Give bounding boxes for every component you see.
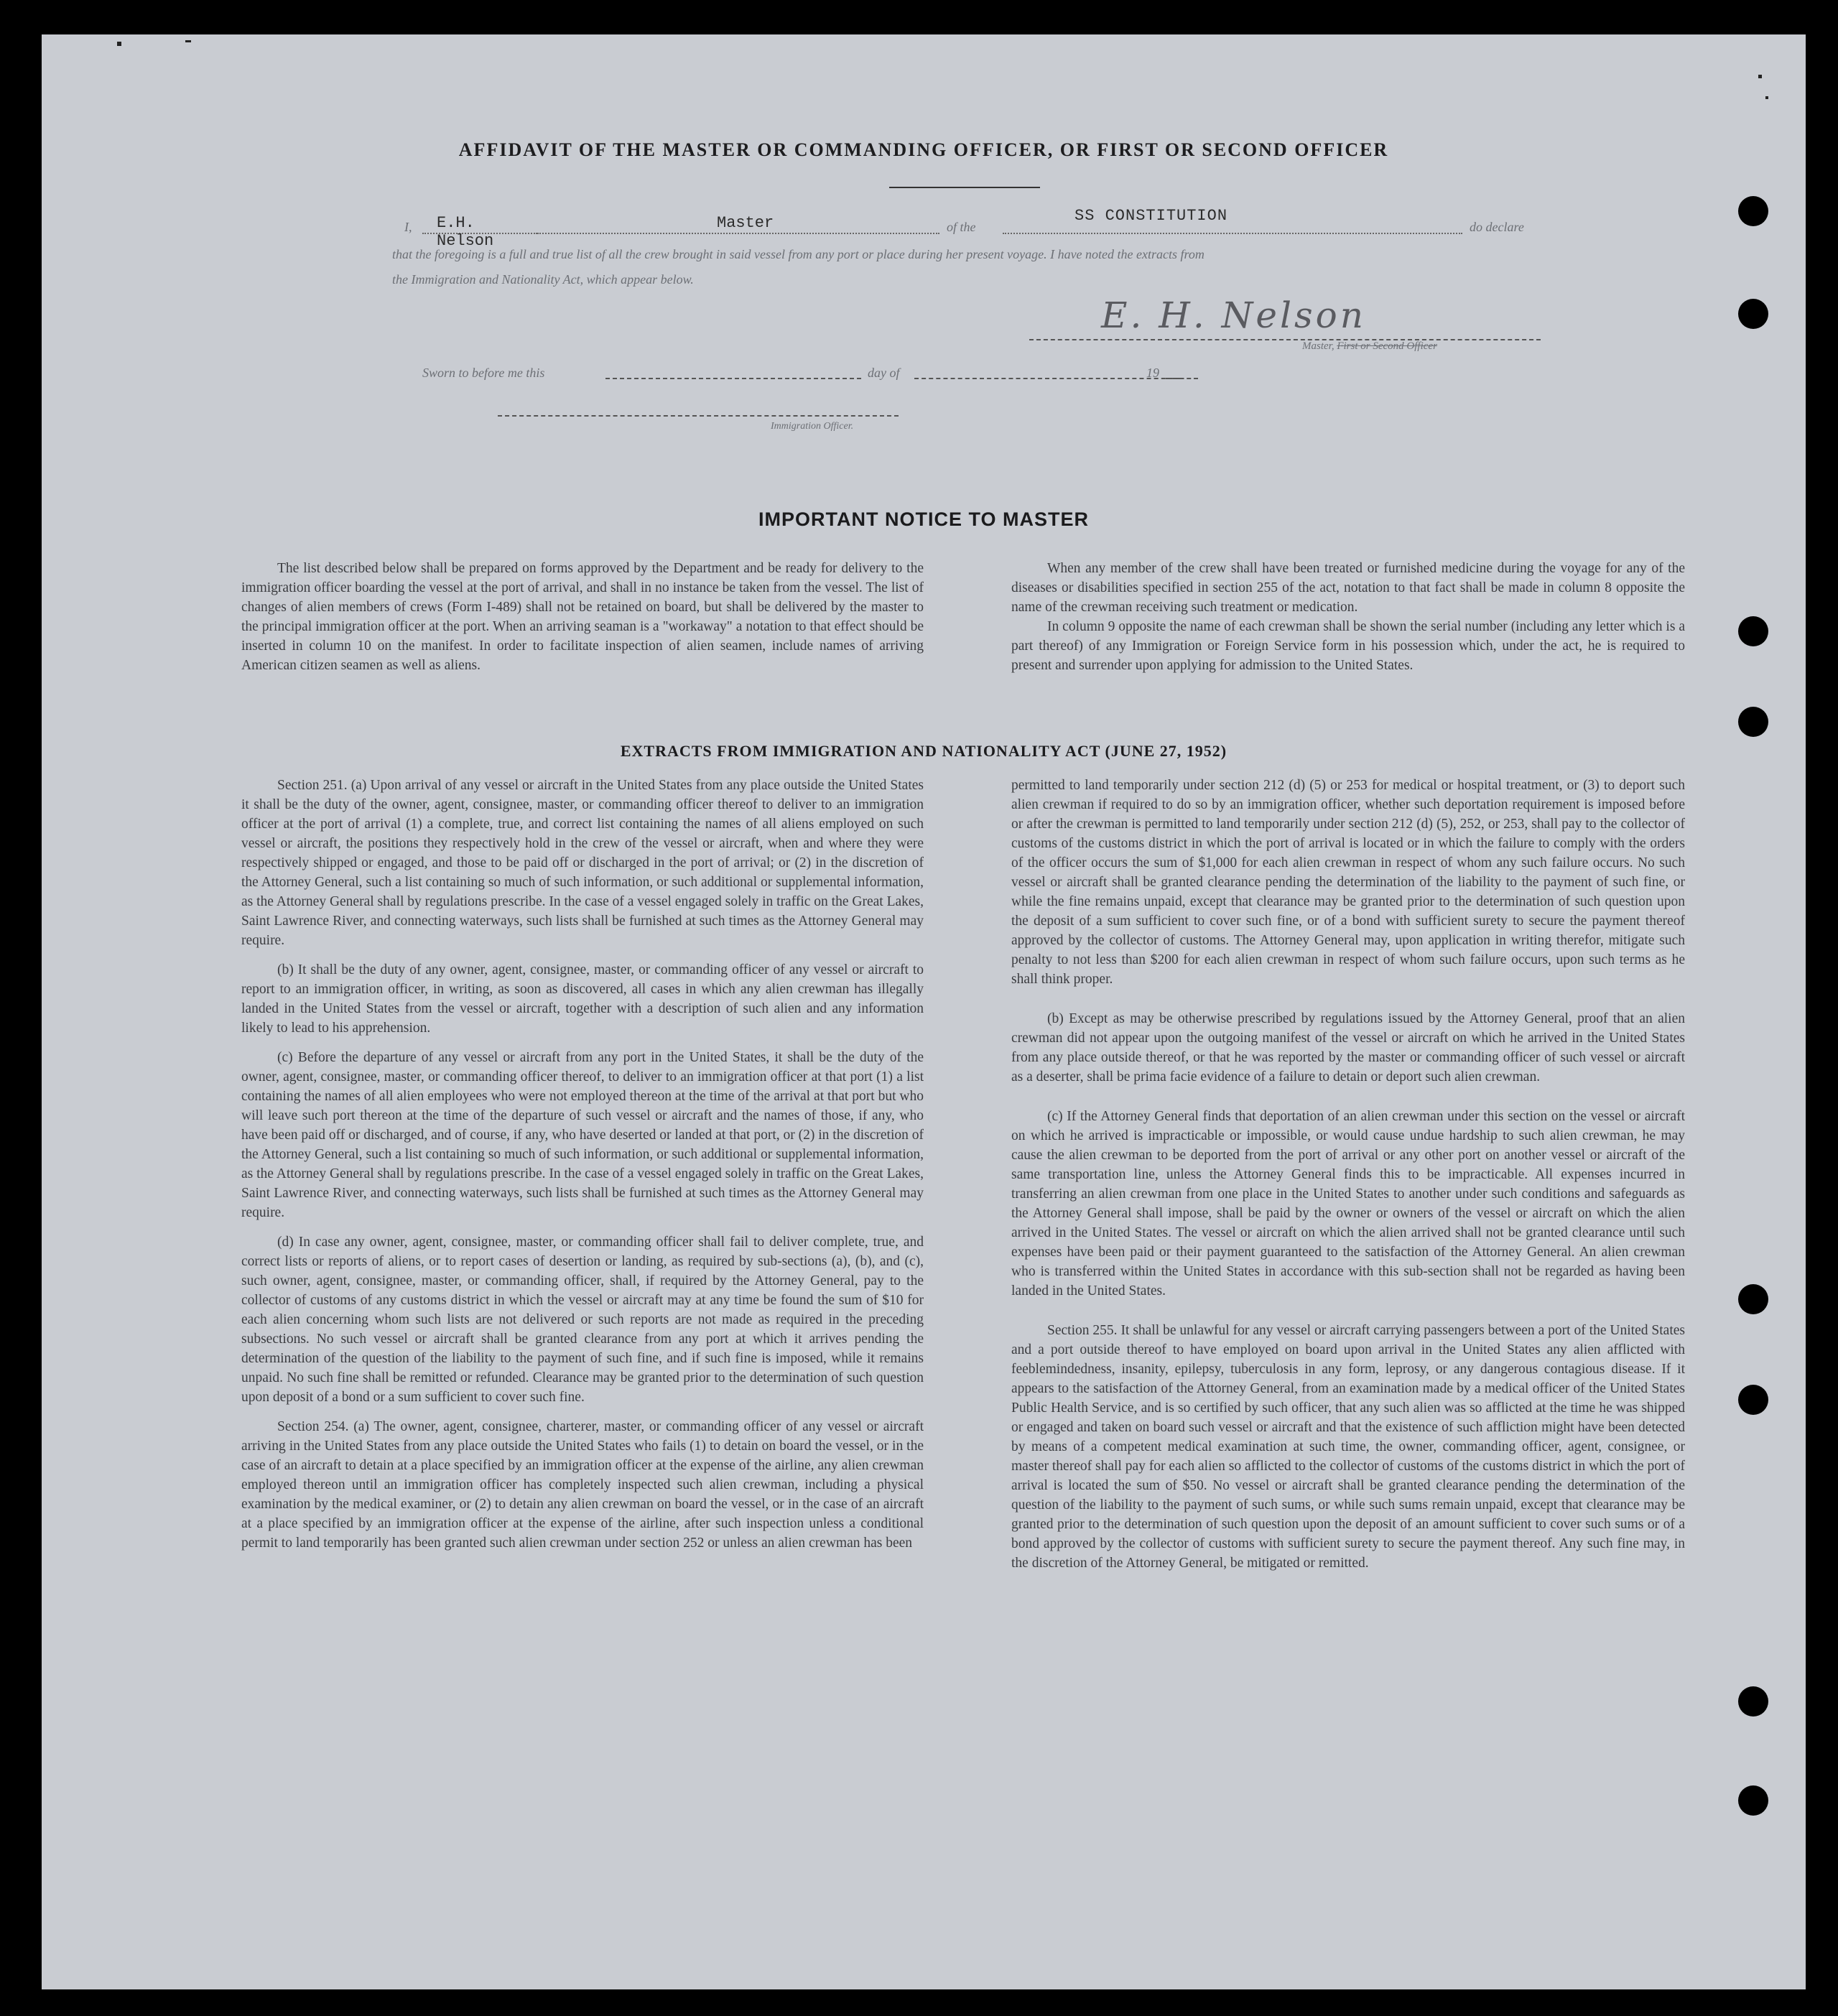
scan-speck <box>1758 75 1762 78</box>
year-label: 19 <box>1146 366 1159 380</box>
binder-hole <box>1738 299 1768 329</box>
day-of-label: day of <box>868 366 900 380</box>
declaration-line-2: the Immigration and Nationality Act, which appear below. <box>392 272 694 287</box>
extracts-left-column <box>241 776 924 1563</box>
rank-field <box>537 215 939 234</box>
binder-hole <box>1738 707 1768 737</box>
declaration-line-1: that the foregoing is a full and true list of all the crew brought in said vessel from any port or place during her present voyage. I have noted the extracts from <box>392 247 1205 261</box>
notice-right-p1: When any member of the crew shall have been treated or furnished medicine during the voyage for any of the diseases or disabilities specified in section 255 of the act, notation to that fact shall be made in column 8 opposite the name of the crewman receiving such treatment or medication. <box>1011 561 1685 615</box>
name-field <box>422 214 537 250</box>
signature-caption-struck: First or Second Officer <box>1337 340 1437 352</box>
extracts-right-column <box>1011 776 1685 1583</box>
notice-left-text: The list described below shall be prepared on forms approved by the Department and be ready for delivery to the immigration officer boarding the vessel at the port of arrival, and shall in no instance be taken from the vessel. The list of changes of alien members of crews (Form I-489) shall not be retained on board, but shall be delivered by the master to the principal immigration officer at the port. When an arriving seaman is a "workaway" a notation to that effect should be inserted in column 10 on the manifest. In order to facilitate inspection of alien seamen, include names of arriving American citizen seamen as well as aliens. <box>241 561 924 673</box>
extract-left-paragraph: (d) In case any owner, agent, consignee, master, or commanding officer shall fail to deliver complete, true, and correct lists or reports of aliens, or to report cases of desertion or landing, as required by sub-sections (a), (b), and (c), such owner, agent, consignee, master, or commanding officer, shall, if required by the Attorney General, pay to the collector of customs of any customs district in which the vessel or aircraft may at any time be found the sum of $10 for each alien concerning whom such lists are not delivered or such reports are not made as required in the preceding subsections. No such vessel or aircraft shall be granted clearance from any port at which it arrives pending the determination of the question of the liability to the payment of such fine, and if such fine is imposed, while it remains unpaid. No such fine shall be remitted or refunded. Clearance may be granted prior to the determination of such question upon deposit of a bond or a sum sufficient to cover such fine. <box>241 1235 924 1405</box>
officer-signature-line <box>498 401 899 417</box>
do-declare-label: do declare <box>1470 220 1524 234</box>
extract-right-paragraph: Section 255. It shall be unlawful for any vessel or aircraft carrying passengers between a port of the United States and a port outside thereof to have employed on board upon arrival in the United States any alien afflicted with feeblemindedness, insanity, epilepsy, tuberculosis in any form, leprosy, or any dangerous contagious disease. If it appears to the satisfaction of the Attorney General, from an examination made by a medical officer of the United States Public Health Service, and is so certified by such officer, that any such alien was so afflicted at the time he was shipped or engaged and taken on board such vessel or aircraft and that the existence of such affliction might have been detected by means of a competent medical examination at such time, the owner, commanding officer, agent, consignee, or master thereof shall pay for each alien so afflicted to the collector of customs of the customs district in which the port of arrival is located the sum of $50. No vessel or aircraft shall be granted clearance pending the determination of the question of the liability to the payment of such sums, or while such sums remain unpaid, except that clearance may be granted prior to the determination of such question upon the deposit of an amount sufficient to cover such sums or of a bond approved by the collector of customs with sufficient surety to secure the payment thereof. Any such fine may, in the discretion of the Attorney General, be mitigated or remitted. <box>1011 1323 1685 1571</box>
extract-left-paragraph: (b) It shall be the duty of any owner, agent, consignee, master, or commanding officer of any vessel or aircraft to report to an immigration officer, in writing, as soon as discovered, all cases in which any alien crewman has illegally landed in the United States from the vessel or aircraft, together with a description of such alien and any information likely to lead to his apprehension. <box>241 962 924 1036</box>
binder-hole <box>1738 1284 1768 1314</box>
extract-left-paragraph: (c) Before the departure of any vessel or aircraft from any port in the United States, it shall be the duty of the owner, agent, consignee, master, or commanding officer thereof, to deliver to an immigration officer at that port (1) a list containing the names of all alien employees who were not employed thereon at the time of the arrival at that port but who will leave such port thereon at the time of the departure of such vessel or aircraft and the names of those, if any, who have been paid off or discharged, and of course, if any, who have deserted or landed at that port, or (2) in the discretion of the Attorney General, such a list containing so much of such information, or such additional or supplemental information, as the Attorney General shall by regulations prescribe. In the case of a vessel engaged solely in traffic on the Great Lakes, Saint Lawrence River, and connecting waterways, such lists shall be furnished at such times as the Attorney General may require. <box>241 1050 924 1220</box>
binder-hole <box>1738 1785 1768 1816</box>
vessel-value: SS CONSTITUTION <box>1075 207 1228 225</box>
signature-line <box>1029 294 1541 340</box>
notice-title: IMPORTANT NOTICE TO MASTER <box>758 508 1089 530</box>
extract-left-paragraph: Section 251. (a) Upon arrival of any vessel or aircraft in the United States from any place outside the United States it shall be the duty of the owner, agent, consignee, master, or commanding officer thereof to deliver to an immigration officer at the port of arrival (1) a complete, true, and correct list containing the names of all aliens employed on such vessel or aircraft, the positions they respectively hold in the crew of the vessel or aircraft, when and where they were respectively shipped or engaged, and those to be paid off or discharged in the port of arrival; or (2) in the discretion of the Attorney General, such a list containing so much of such information, or such additional or supplemental information, as the Attorney General shall by regulations prescribe. In the case of a vessel engaged solely in traffic on the Great Lakes, Saint Lawrence River, and connecting waterways, such lists shall be furnished at such times as the Attorney General may require. <box>241 778 924 948</box>
document-page <box>42 34 1806 1989</box>
extract-right-paragraph: (c) If the Attorney General finds that deportation of an alien crewman under this section on the vessel or aircraft on which he arrived is impracticable or impossible, or would cause undue hardship to such alien crewman, he may cause the alien crewman to be deported from the port of arrival or any other port on another vessel or aircraft of the same transportation line, unless the Attorney General finds this to be impracticable. All expenses incurred in transferring an alien crewman from one place in the United States to another under such conditions and safeguards as the Attorney General shall impose, shall be paid by the owner or owners of the vessel or aircraft on which the alien arrived in the United States. The vessel or aircraft on which the alien arrived shall not be granted clearance until such expenses have been paid or their payment guaranteed to the satisfaction of the Attorney General. An alien crewman who is transferred within the United States in accordance with this sub-section shall not be regarded as having been landed in the United States. <box>1011 1109 1685 1299</box>
binder-hole <box>1738 1385 1768 1415</box>
extract-left-paragraph: Section 254. (a) The owner, agent, consignee, charterer, master, or commanding officer of any vessel or aircraft arriving in the United States from any place outside the United States who fails (1) to detain on board the vessel, or in the case of an aircraft to detain at a place specified by an immigration officer at the expense of the airline, any alien crewman employed thereon until an immigration officer has completely inspected such alien crewman, including a physical examination by the medical examiner, or (2) to detain any alien crewman on board the vessel, or in the case of an aircraft at a place specified by an immigration officer at the expense of the airline, after such inspection unless a conditional permit to land temporarily has been granted such alien crewman under section 252 or unless an alien crewman has been <box>241 1419 924 1551</box>
sworn-year-field <box>1166 363 1198 379</box>
extract-right-paragraph: permitted to land temporarily under section 212 (d) (5) or 253 for medical or hospital treatment, or (3) to deport such alien crewman if required to do so by an immigration officer, whether such deportation requirement is imposed before or after the crewman is permitted to land temporarily under section 212 (d) (5), 252, or 253, shall pay to the collector of customs of the customs district in which the port of arrival is located or in which the failure to comply with the orders of the officer occurs the sum of $1,000 for each alien crewman in respect of whom any such failure occurs. No such vessel or aircraft shall be granted clearance pending the determination of the liability to the payment of such fine, or while the fine remains unpaid, except that clearance may be granted prior to the determination of such question upon the deposit of a sum sufficient to cover such fine, or of a bond with sufficient surety to secure the payment thereof approved by the collector of customs. The Attorney General may, upon application in writing therefor, mitigate such penalty to not less than $200 for each alien crewman in respect of whom such failure occurs, upon such terms as he shall think proper. <box>1011 778 1685 987</box>
scan-speck <box>185 40 191 42</box>
extracts-title: EXTRACTS FROM IMMIGRATION AND NATIONALITY ACT (JUNE 27, 1952) <box>620 742 1227 760</box>
signature-caption <box>1302 340 1437 353</box>
sworn-day-field <box>605 363 861 379</box>
sworn-label: Sworn to before me this <box>422 366 545 380</box>
signature-caption-master: Master, <box>1302 340 1335 352</box>
extract-right-paragraph: (b) Except as may be otherwise prescribed by regulations issued by the Attorney General, proof that an alien crewman did not appear upon the outgoing manifest of the vessel or aircraft on which he arrived in the United States from any place outside thereof, or that he was reported by the master or commanding officer of such vessel or aircraft as a deserter, shall be prima facie evidence of a failure to detain or deport such alien crewman. <box>1011 1011 1685 1084</box>
master-signature: E. H. Nelson <box>1101 294 1366 336</box>
rank-value: Master <box>717 214 774 232</box>
immigration-officer-label: Immigration Officer. <box>771 421 854 432</box>
of-the-label: of the <box>947 220 976 234</box>
notice-right-p2: In column 9 opposite the name of each crewman shall be shown the serial number (including any letter which is a part thereof) of any Immigration or Foreign Service form in his possession which, under the act, he is required to present and surrender upon applying for admission to the United States. <box>1011 619 1685 673</box>
binder-hole <box>1738 1686 1768 1717</box>
affidavit-title: AFFIDAVIT OF THE MASTER OR COMMANDING OFFICER, OR FIRST OR SECOND OFFICER <box>458 139 1389 160</box>
scan-speck <box>117 42 121 46</box>
title-rule <box>889 187 1040 188</box>
binder-hole <box>1738 196 1768 226</box>
scan-speck <box>1765 96 1768 99</box>
binder-hole <box>1738 616 1768 646</box>
vessel-field <box>1003 207 1462 234</box>
name-value: E.H. Nelson <box>437 214 494 250</box>
prefix-label: I, <box>404 220 412 234</box>
notice-right-column <box>1011 559 1685 685</box>
notice-left-column <box>241 559 924 685</box>
sworn-month-field <box>914 363 1180 379</box>
